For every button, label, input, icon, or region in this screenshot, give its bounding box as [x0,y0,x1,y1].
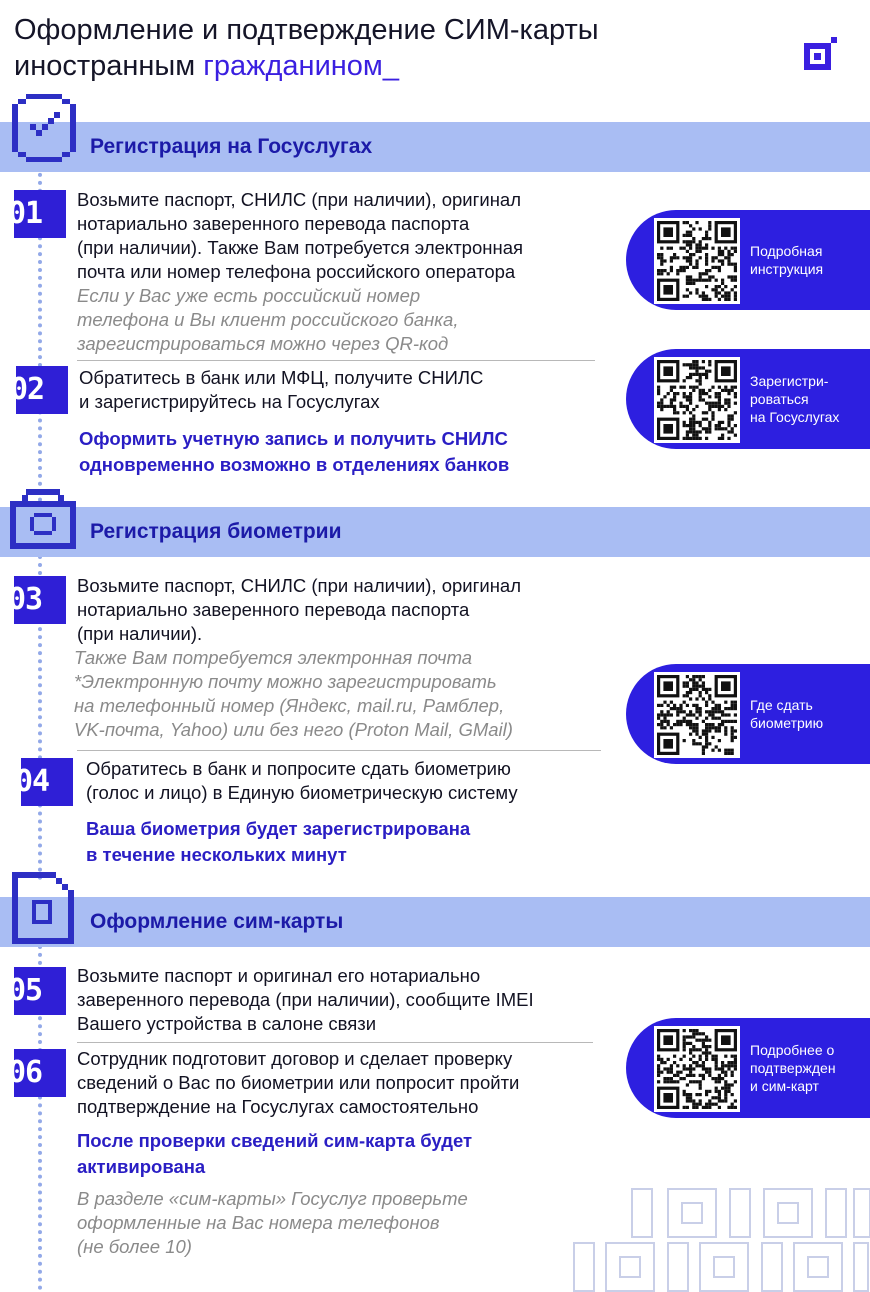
step-text: Сотрудник подготовит договор и сделает проверку сведений о Вас по биометрии или попросит пройти подтверждение на Госуслугах самостоятельно [77,1048,520,1117]
title-line-2-plain: иностранным [14,50,204,82]
qr-code-icon[interactable] [654,1026,740,1112]
divider [77,360,595,361]
step-number: 03 [14,576,66,624]
step-note: Также Вам потребуется электронная почта *Электронную почту можно зарегистрировать на телефонный номер (Яндекс, mail.ru, Рамблер, VK-почта, Yahoo) или без него (Proton Mail, GMail) [74,647,513,740]
divider [77,1042,593,1043]
qr-card-label: Где сдать биометрию [750,697,824,731]
step-number: 01 [14,190,66,238]
section-title: Оформление сим-карты [90,910,344,933]
qr-card[interactable] [626,1018,870,1118]
step-note: В разделе «сим-карты» Госуслуг проверьте оформленные на Вас номера телефонов (не более 10) [77,1188,468,1257]
qr-card[interactable] [626,210,870,310]
divider [77,750,601,751]
step-text: Возьмите паспорт, СНИЛС (при наличии), оригинал нотариально заверенного перевода паспорта (при наличии). [77,575,522,644]
step-text: Возьмите паспорт, СНИЛС (при наличии), оригинал нотариально заверенного перевода паспорта (при наличии). Также Вам потребуется электронная почта или номер телефона российского оператора [77,189,523,282]
logo-icon [803,37,837,71]
title-line-2 [14,48,599,84]
step-highlight: Оформить учетную запись и получить СНИЛС одновременно возможно в отделениях банков [79,428,510,475]
qr-code-icon[interactable] [654,672,740,758]
step-note: Если у Вас уже есть российский номер телефона и Вы клиент российского банка, зарегистрироваться можно через QR-код [77,285,459,354]
section-title: Регистрация биометрии [90,520,342,543]
step-number: 06 [14,1049,66,1097]
qr-card-label: Подробная инструкция [750,243,824,277]
sim-card-icon [10,870,74,946]
qr-card-label: Зарегистри- роваться на Госуслугах [750,373,840,425]
step-number: 02 [16,366,68,414]
section-title: Регистрация на Госуслугах [90,135,373,158]
page-title [14,12,599,84]
qr-card[interactable] [626,664,870,764]
binary-pattern-decoration [570,1185,870,1292]
checkmark-icon [8,92,80,164]
step-highlight: Ваша биометрия будет зарегистрирована в течение нескольких минут [86,818,471,865]
camera-icon [8,487,78,551]
qr-card-label: Подробнее о подтвержден и сим-карт [750,1042,836,1094]
qr-code-icon[interactable] [654,357,740,443]
step-text: Возьмите паспорт и оригинал его нотариально заверенного перевода (при наличии), сообщите IMEI Вашего устройства в салоне связи [77,965,534,1034]
step-text: Обратитесь в банк и попросите сдать биометрию (голос и лицо) в Единую биометрическую систему [86,758,518,803]
step-text: Обратитесь в банк или МФЦ, получите СНИЛС и зарегистрируйтесь на Госуслугах [79,367,484,412]
title-line-1: Оформление и подтверждение СИМ-карты [14,14,599,46]
step-highlight: После проверки сведений сим-карта будет активирована [77,1130,473,1177]
step-number: 04 [21,758,73,806]
step-number: 05 [14,967,66,1015]
qr-code-icon[interactable] [654,218,740,304]
qr-card[interactable] [626,349,870,449]
title-line-2-accent: гражданином_ [203,50,399,82]
